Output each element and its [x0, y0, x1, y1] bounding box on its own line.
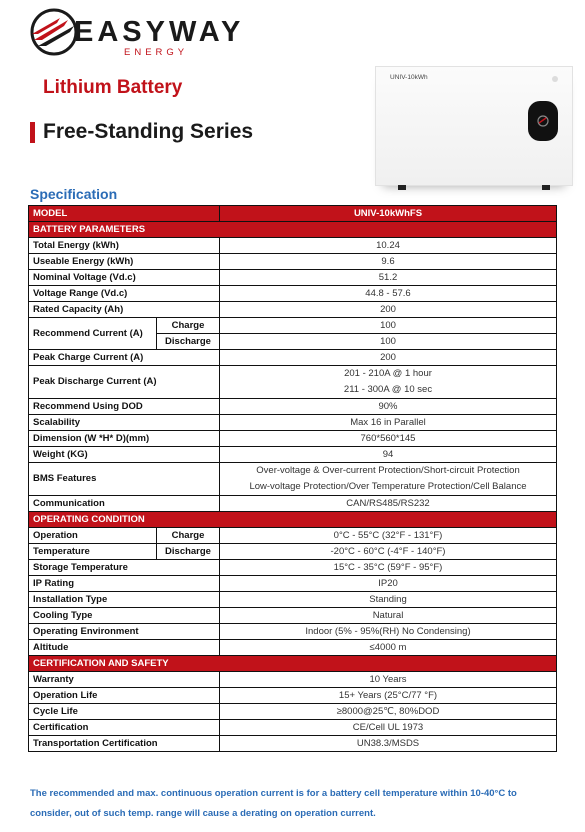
bms-value	[220, 463, 557, 496]
certification-header-label: CERTIFICATION AND SAFETY	[29, 656, 557, 672]
table-row	[29, 736, 557, 752]
nominal-voltage-label: Nominal Voltage (Vd.c)	[29, 270, 220, 286]
table-row	[29, 431, 557, 447]
scalability-label: Scalability	[29, 415, 220, 431]
certification-header	[29, 656, 557, 672]
brand-name: EASYWAY	[74, 16, 245, 48]
warranty-value: 10 Years	[220, 672, 557, 688]
bms-label: BMS Features	[29, 463, 220, 496]
table-row	[29, 544, 557, 560]
product-line-title: Lithium Battery	[43, 77, 183, 98]
certification-value: CE/Cell UL 1973	[220, 720, 557, 736]
peak-discharge-label: Peak Discharge Current (A)	[29, 366, 220, 399]
environment-label: Operating Environment	[29, 624, 220, 640]
bms-line-2: Low-voltage Protection/Over Temperature Protection/Cell Balance	[249, 481, 527, 492]
nominal-voltage-value: 51.2	[220, 270, 557, 286]
peak-discharge-line-2: 211 - 300A @ 10 sec	[343, 384, 433, 395]
table-row	[29, 350, 557, 366]
storage-temp-label: Storage Temperature	[29, 560, 220, 576]
model-label: MODEL	[29, 206, 220, 222]
model-row	[29, 206, 557, 222]
op-temp-discharge-value: -20°C - 60°C (-4°F - 140°F)	[220, 544, 557, 560]
scalability-value: Max 16 in Parallel	[220, 415, 557, 431]
communication-label: Communication	[29, 496, 220, 512]
peak-charge-label: Peak Charge Current (A)	[29, 350, 220, 366]
dimension-value: 760*560*145	[220, 431, 557, 447]
table-row	[29, 688, 557, 704]
specification-table	[28, 205, 557, 752]
cycle-life-value: ≥8000@25℃, 80%DOD	[220, 704, 557, 720]
table-row	[29, 399, 557, 415]
rated-capacity-label: Rated Capacity (Ah)	[29, 302, 220, 318]
footnote: The recommended and max. continuous operation current is for a battery cell temperature within 10-40°C to consider, out of such temp. range will cause a derating on operation current.	[30, 788, 517, 819]
table-row	[29, 238, 557, 254]
cooling-value: Natural	[220, 608, 557, 624]
table-row	[29, 624, 557, 640]
total-energy-label: Total Energy (kWh)	[29, 238, 220, 254]
table-row	[29, 254, 557, 270]
table-row	[29, 672, 557, 688]
voltage-range-value: 44.8 - 57.6	[220, 286, 557, 302]
table-row	[29, 366, 557, 399]
peak-discharge-value	[220, 366, 557, 399]
bms-line-1: Over-voltage & Over-current Protection/Short-circuit Protection	[256, 465, 520, 476]
total-energy-value: 10.24	[220, 238, 557, 254]
series-title: Free-Standing Series	[43, 120, 254, 143]
operation-life-label: Operation Life	[29, 688, 220, 704]
table-row	[29, 560, 557, 576]
op-temp-discharge-label: Discharge	[157, 544, 220, 560]
table-row	[29, 576, 557, 592]
peak-charge-value: 200	[220, 350, 557, 366]
table-row	[29, 528, 557, 544]
weight-value: 94	[220, 447, 557, 463]
table-row	[29, 302, 557, 318]
device-model-label: UNIV-10kWh	[390, 74, 428, 81]
battery-parameters-label: BATTERY PARAMETERS	[29, 222, 557, 238]
dimension-label: Dimension (W *H* D)(mm)	[29, 431, 220, 447]
series-accent-bar	[30, 122, 35, 143]
installation-label: Installation Type	[29, 592, 220, 608]
table-row	[29, 704, 557, 720]
recommend-charge-label: Charge	[157, 318, 220, 334]
table-row	[29, 463, 557, 496]
ip-rating-label: IP Rating	[29, 576, 220, 592]
specification-heading: Specification	[30, 186, 118, 202]
useable-energy-label: Useable Energy (kWh)	[29, 254, 220, 270]
table-row	[29, 415, 557, 431]
battery-product-image	[375, 66, 573, 186]
operating-condition-header	[29, 512, 557, 528]
table-row	[29, 608, 557, 624]
certification-label: Certification	[29, 720, 220, 736]
ip-rating-value: IP20	[220, 576, 557, 592]
device-foot-right	[542, 185, 550, 190]
op-temp-charge-value: 0°C - 55°C (32°F - 131°F)	[220, 528, 557, 544]
table-row	[29, 318, 557, 334]
altitude-label: Altitude	[29, 640, 220, 656]
power-logo-icon	[535, 114, 551, 128]
warranty-label: Warranty	[29, 672, 220, 688]
storage-temp-value: 15°C - 35°C (59°F - 95°F)	[220, 560, 557, 576]
table-row	[29, 640, 557, 656]
operation-temp-label-2: Temperature	[29, 544, 157, 560]
operation-temp-label-1: Operation	[29, 528, 157, 544]
installation-value: Standing	[220, 592, 557, 608]
device-control-panel	[528, 101, 558, 141]
device-indicator-light	[552, 76, 558, 82]
cooling-label: Cooling Type	[29, 608, 220, 624]
operating-condition-label: OPERATING CONDITION	[29, 512, 557, 528]
table-row	[29, 447, 557, 463]
transport-cert-value: UN38.3/MSDS	[220, 736, 557, 752]
operation-life-value: 15+ Years (25°C/77 °F)	[220, 688, 557, 704]
environment-value: Indoor (5% - 95%(RH) No Condensing)	[220, 624, 557, 640]
useable-energy-value: 9.6	[220, 254, 557, 270]
dod-label: Recommend Using DOD	[29, 399, 220, 415]
recommend-current-label: Recommend Current (A)	[29, 318, 157, 350]
peak-discharge-line-1: 201 - 210A @ 1 hour	[344, 368, 432, 379]
weight-label: Weight (KG)	[29, 447, 220, 463]
recommend-discharge-label: Discharge	[157, 334, 220, 350]
op-temp-charge-label: Charge	[157, 528, 220, 544]
device-foot-left	[398, 185, 406, 190]
recommend-discharge-value: 100	[220, 334, 557, 350]
rated-capacity-value: 200	[220, 302, 557, 318]
table-row	[29, 286, 557, 302]
table-row	[29, 270, 557, 286]
model-value: UNIV-10kWhFS	[220, 206, 557, 222]
table-row	[29, 496, 557, 512]
voltage-range-label: Voltage Range (Vd.c)	[29, 286, 220, 302]
transport-cert-label: Transportation Certification	[29, 736, 220, 752]
recommend-charge-value: 100	[220, 318, 557, 334]
dod-value: 90%	[220, 399, 557, 415]
table-row	[29, 592, 557, 608]
battery-parameters-header	[29, 222, 557, 238]
brand-subtitle: ENERGY	[124, 47, 189, 58]
table-row	[29, 720, 557, 736]
cycle-life-label: Cycle Life	[29, 704, 220, 720]
altitude-value: ≤4000 m	[220, 640, 557, 656]
communication-value: CAN/RS485/RS232	[220, 496, 557, 512]
